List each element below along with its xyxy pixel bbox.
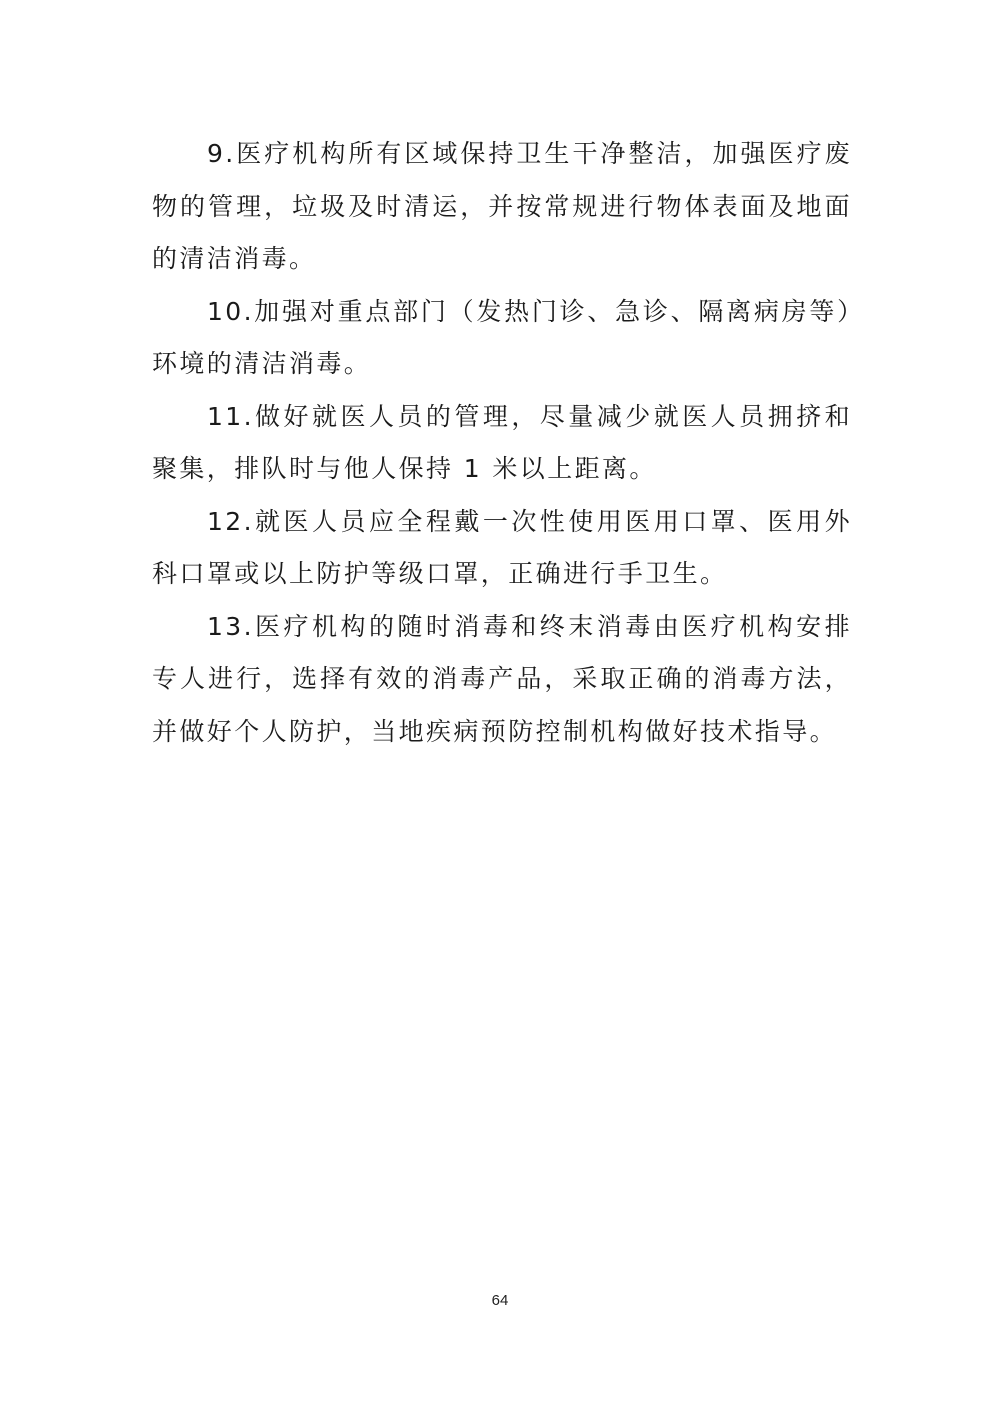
paragraph-item-9: 9.医疗机构所有区域保持卫生干净整洁，加强医疗废物的管理，垃圾及时清运，并按常规进行物体表面及地面的清洁消毒。 — [152, 139, 852, 273]
paragraph-item-10: 10.加强对重点部门（发热门诊、急诊、隔离病房等）环境的清洁消毒。 — [152, 296, 852, 378]
page-number: 64 — [491, 1292, 509, 1309]
paragraph-item-12: 12.就医人员应全程戴一次性使用医用口罩、医用外科口罩或以上防护等级口罩，正确进行手卫生。 — [152, 506, 852, 588]
paragraph-item-11: 11.做好就医人员的管理，尽量减少就医人员拥挤和聚集，排队时与他人保持 1 米以上距离。 — [152, 401, 852, 483]
body-text — [152, 128, 852, 758]
paragraph-item-13: 13.医疗机构的随时消毒和终末消毒由医疗机构安排专人进行，选择有效的消毒产品，采取正确的消毒方法，并做好个人防护，当地疾病预防控制机构做好技术指导。 — [152, 611, 852, 746]
